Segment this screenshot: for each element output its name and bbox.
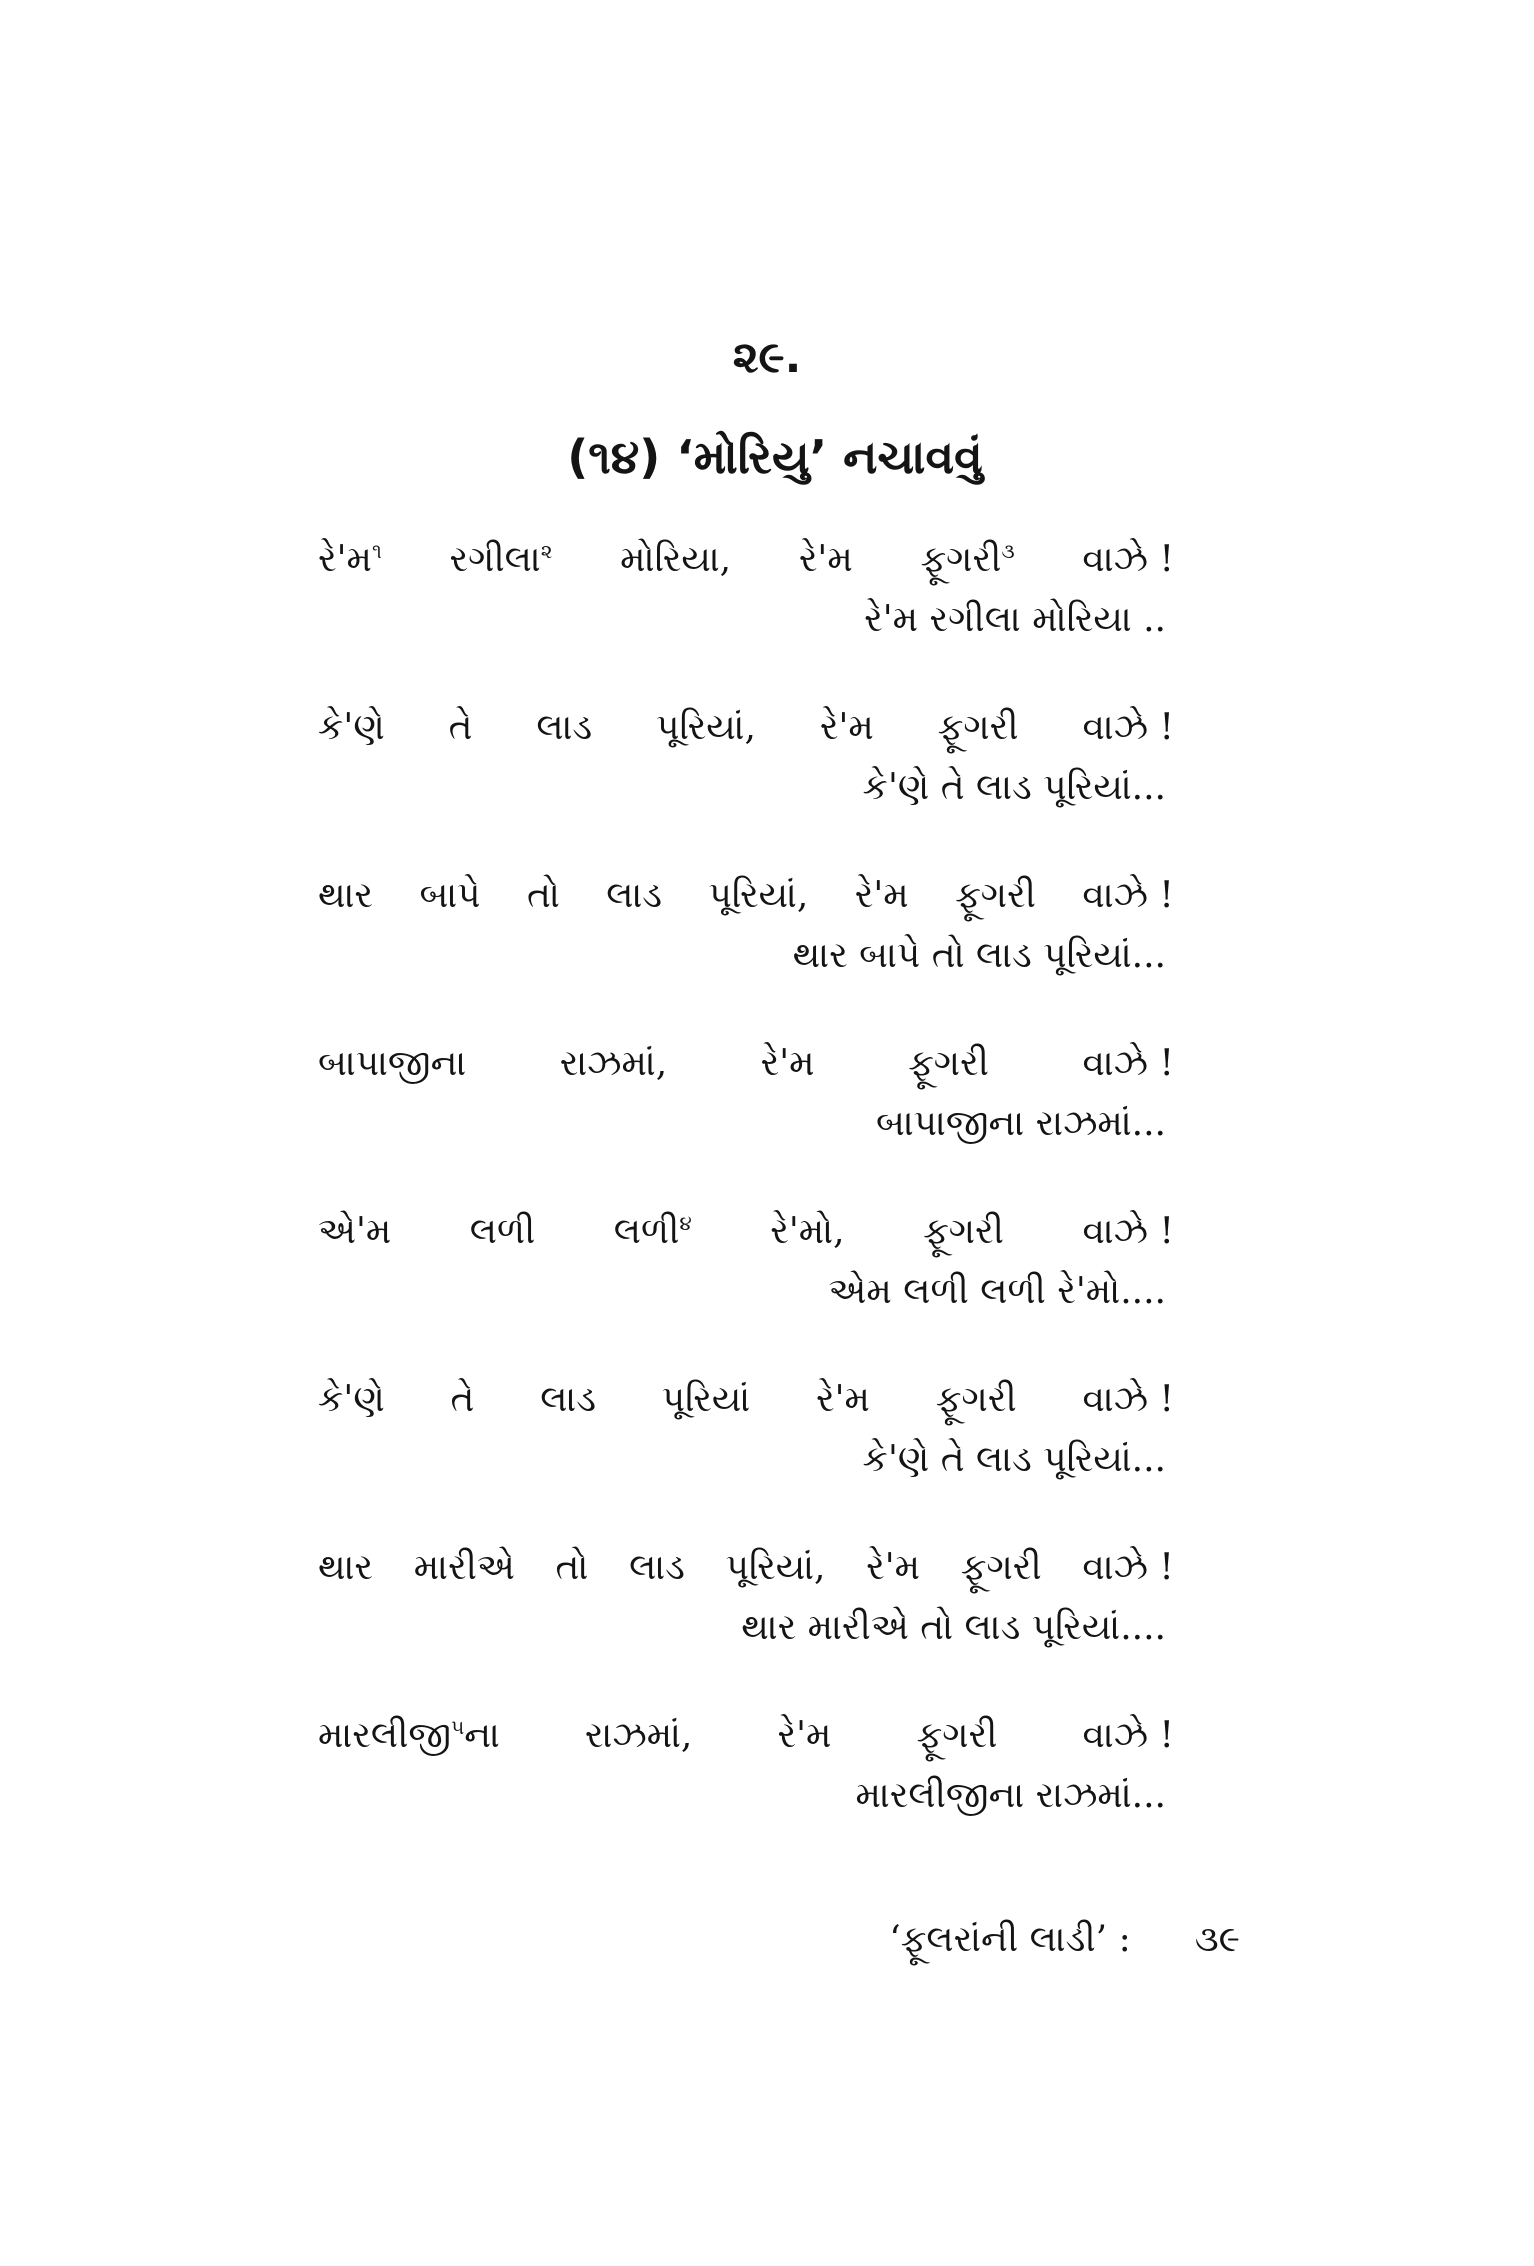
word-text: બાપે	[419, 875, 481, 916]
verse-line	[318, 530, 1174, 590]
word-text: રે'મો,	[770, 1211, 845, 1252]
word-text: ફૂગરી	[935, 1379, 1017, 1420]
word-text: રે'મ	[819, 707, 874, 748]
verse-word	[560, 1034, 667, 1094]
word-text: ફૂગરી	[960, 1547, 1042, 1588]
verse-word	[662, 1370, 750, 1430]
word-text: તે	[448, 707, 473, 748]
verse-word	[318, 1034, 466, 1094]
running-book-title: ‘ફૂલરાંની લાડી’ :	[889, 1919, 1131, 1960]
word-text: વાઝે !	[1082, 875, 1174, 916]
word-text: ફૂગરી	[923, 1211, 1004, 1252]
verse-word	[540, 1370, 596, 1430]
word-text: પૂરિયાં,	[725, 1547, 826, 1588]
footnote-marker: ૫	[451, 1715, 465, 1739]
word-text: થાર	[318, 1547, 374, 1588]
verse-word	[1082, 866, 1174, 926]
refrain-line: કે'ણે તે લાડ પૂરિયાં...	[862, 1439, 1166, 1480]
verse-word	[449, 530, 552, 590]
refrain-line: કે'ણે તે લાડ પૂરિયાં...	[862, 767, 1166, 808]
verse-word	[908, 1034, 989, 1094]
verse-word	[761, 1034, 815, 1094]
word-text: વાઝે !	[1082, 1043, 1174, 1084]
verse-word	[585, 1706, 692, 1766]
song-number: ૨૯.	[732, 332, 802, 383]
verse-word	[1082, 1370, 1174, 1430]
verse-word	[777, 1706, 831, 1766]
verse-word	[1082, 1538, 1174, 1598]
word-text: ફૂગરી	[916, 1715, 998, 1756]
word-text: વાઝે !	[1082, 1547, 1174, 1588]
verse-word	[620, 530, 731, 590]
word-text: રે'મ	[777, 1715, 832, 1756]
verse-word	[527, 866, 560, 926]
word-text: પૂરિયાં,	[656, 707, 756, 748]
word-text: ફૂગરી	[920, 539, 1002, 580]
verse-word	[916, 1706, 997, 1766]
stanza	[318, 1202, 1174, 1370]
verse-word	[451, 1370, 475, 1430]
word-text: મારીએ	[413, 1547, 515, 1588]
verse-word	[470, 1202, 536, 1262]
verse-word	[955, 866, 1036, 926]
verse-word	[1082, 698, 1174, 758]
page-footer	[889, 1912, 1240, 1968]
footnote-marker: ૪	[679, 1211, 692, 1235]
word-text: રે'મ	[854, 875, 909, 916]
word-text: લાડ	[540, 1379, 596, 1420]
verse-word	[318, 1538, 373, 1598]
verse-line	[318, 1538, 1174, 1598]
verse-word	[656, 698, 756, 758]
word-text: રે'મ	[798, 539, 853, 580]
word-text: તે	[450, 1379, 475, 1420]
verse-word	[1082, 1706, 1174, 1766]
verse-word	[606, 866, 662, 926]
refrain-line: થાર મારીએ તો લાડ પૂરિયાં....	[741, 1607, 1166, 1648]
word-suffix: ના	[464, 1715, 500, 1756]
word-text: રે'મ	[866, 1547, 921, 1588]
word-text: મોરિયા,	[620, 539, 732, 580]
verse-word	[414, 1538, 515, 1598]
verse-word	[536, 698, 592, 758]
verse-word	[936, 1370, 1017, 1430]
word-text: કે'ણે	[318, 1379, 385, 1420]
verse-word	[923, 1202, 1004, 1262]
stanza	[318, 866, 1174, 1034]
word-text: મારલીજી	[318, 1715, 452, 1756]
word-text: એ'મ	[318, 1211, 392, 1252]
word-text: લળી	[469, 1211, 536, 1252]
word-text: પૂરિયાં,	[708, 875, 809, 916]
word-text: થાર	[318, 875, 374, 916]
stanza	[318, 1370, 1174, 1538]
verse-word	[614, 1202, 692, 1262]
verse-line	[318, 698, 1174, 758]
word-text: લાડ	[629, 1547, 685, 1588]
word-text: ફૂગરી	[937, 707, 1019, 748]
verse-word	[1082, 1202, 1174, 1262]
word-text: તો	[526, 875, 560, 916]
stanza	[318, 698, 1174, 866]
stanza	[318, 530, 1174, 698]
word-text: વાઝે !	[1082, 1715, 1174, 1756]
verse-word	[820, 698, 874, 758]
word-text: રે'મ	[816, 1379, 870, 1420]
word-text: વાઝે !	[1082, 707, 1174, 748]
verse-word	[1082, 1034, 1174, 1094]
footnote-marker: ૩	[1001, 539, 1015, 563]
stanza	[318, 1538, 1174, 1706]
refrain-line: બાપાજીના રાઝમાં...	[875, 1103, 1166, 1144]
verse-word	[419, 866, 480, 926]
word-text: વાઝે !	[1082, 539, 1174, 580]
word-text: વાઝે !	[1082, 1211, 1174, 1252]
word-text: લાડ	[536, 707, 593, 748]
verse-word	[449, 698, 473, 758]
verse-word	[799, 530, 853, 590]
verse-word	[938, 698, 1019, 758]
verse-word	[318, 1370, 385, 1430]
verse-word	[855, 866, 909, 926]
word-text: રે'મ	[760, 1043, 815, 1084]
refrain-line: મારલીજીના રાઝમાં...	[855, 1775, 1166, 1816]
verse-word	[1082, 530, 1174, 590]
stanza	[318, 1034, 1174, 1202]
verse-word	[629, 1538, 685, 1598]
refrain-line: એમ લળી લળી રે'મો....	[828, 1271, 1166, 1312]
page-number: ૩૯	[1194, 1919, 1240, 1960]
word-text: રે'મ	[318, 539, 372, 580]
word-text: રાઝમાં,	[559, 1043, 668, 1084]
refrain-line: થાર બાપે તો લાડ પૂરિયાં...	[792, 935, 1166, 976]
verse-word	[318, 866, 373, 926]
verse-word	[866, 1538, 920, 1598]
verse-word	[318, 1202, 391, 1262]
verse-word	[816, 1370, 870, 1430]
verse-line	[318, 1034, 1174, 1094]
word-text: લળી	[613, 1211, 680, 1252]
verse-word	[708, 866, 808, 926]
verse-word	[920, 530, 1014, 590]
verse-word	[770, 1202, 844, 1262]
verse-word	[556, 1538, 589, 1598]
footnote-marker: ૨	[540, 539, 553, 563]
verse-word	[318, 1706, 500, 1766]
verse-line	[318, 1370, 1174, 1430]
word-text: પૂરિયાં	[661, 1379, 751, 1420]
word-text: ફૂગરી	[908, 1043, 989, 1084]
verse-line	[318, 866, 1174, 926]
word-text: કે'ણે	[318, 707, 385, 748]
stanza	[318, 1706, 1174, 1874]
word-text: બાપાજીના	[318, 1043, 467, 1084]
word-text: રગીલા	[449, 539, 541, 580]
refrain-line: રે'મ રગીલા મોરિયા ..	[864, 599, 1166, 640]
verse-word	[318, 698, 385, 758]
word-text: તો	[555, 1547, 589, 1588]
verse-line	[318, 1202, 1174, 1262]
verse-line	[318, 1706, 1174, 1766]
verse-word	[961, 1538, 1042, 1598]
verse-word	[318, 530, 382, 590]
word-text: રાઝમાં,	[584, 1715, 693, 1756]
footnote-marker: ૧	[371, 539, 382, 563]
verse-word	[726, 1538, 826, 1598]
song-title: (૧૪) ‘મોરિયુ’ નચાવવું	[567, 430, 983, 484]
word-text: લાડ	[606, 875, 663, 916]
word-text: વાઝે !	[1082, 1379, 1174, 1420]
song-body	[318, 530, 1174, 1874]
word-text: ફૂગરી	[955, 875, 1036, 916]
